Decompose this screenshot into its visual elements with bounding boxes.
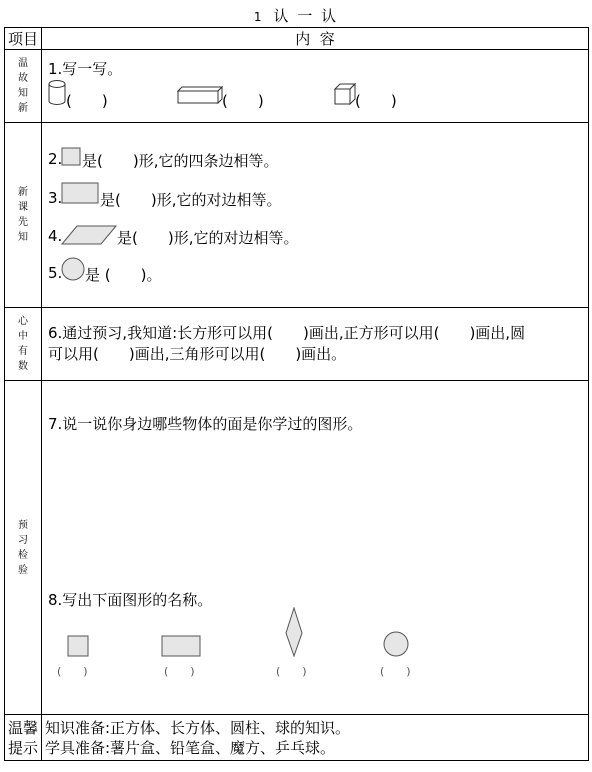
- question-5-number: 5.: [48, 264, 63, 282]
- tips-line-1: 知识准备:正方体、长方体、圆柱、球的知识。: [45, 718, 351, 737]
- title-text: 认 一 认: [273, 7, 339, 25]
- label-mind: 心中有数: [5, 308, 42, 381]
- header-content: 内 容: [42, 28, 589, 50]
- question-3-number: 3.: [48, 189, 63, 207]
- tips-line-2: 学具准备:薯片盒、铅笔盒、魔方、乒乓球。: [45, 738, 336, 757]
- section-mind: [42, 308, 589, 381]
- label-new: 新课先知: [5, 123, 42, 308]
- label-check: 预习检验: [5, 381, 42, 715]
- blank-rhombus[interactable]: ( ): [276, 665, 307, 678]
- question-4-number: 4.: [48, 227, 63, 245]
- section-tips: [42, 715, 589, 761]
- blank-cylinder[interactable]: ( ): [66, 92, 108, 110]
- circle-icon: [61, 257, 85, 281]
- question-7: 7.说一说你身边哪些物体的面是你学过的图形。: [48, 415, 363, 433]
- blank-rectangle[interactable]: ( ): [164, 665, 195, 678]
- blank-circle[interactable]: ( ): [380, 665, 411, 678]
- page-title: [0, 5, 592, 26]
- question-8: 8.写出下面图形的名称。: [48, 591, 213, 609]
- title-number: 1: [253, 10, 264, 24]
- label-tips: 温馨 提示: [5, 715, 42, 761]
- parallelogram-icon: [61, 225, 117, 245]
- cuboid-icon: [177, 86, 223, 104]
- question-3-text: 是( )形,它的对边相等。: [100, 191, 282, 209]
- worksheet-table: [4, 27, 589, 761]
- blank-cube[interactable]: ( ): [355, 92, 397, 110]
- label-review: 温故知新: [5, 50, 42, 123]
- rectangle-icon: [61, 182, 99, 204]
- question-1: 1.写一写。: [48, 60, 123, 78]
- rectangle-figure: [161, 635, 201, 657]
- question-4-text: 是( )形,它的对边相等。: [117, 229, 299, 247]
- cube-icon: [334, 83, 356, 105]
- question-5-text: 是 ( )。: [85, 266, 162, 284]
- blank-cuboid[interactable]: ( ): [222, 92, 264, 110]
- cylinder-icon: [47, 79, 67, 107]
- blank-square[interactable]: ( ): [57, 665, 88, 678]
- square-icon: [61, 147, 81, 166]
- header-item: 项目: [5, 28, 42, 50]
- circle-figure: [383, 631, 409, 657]
- question-6-line-1: 6.通过预习,我知道:长方形可以用( )画出,正方形可以用( )画出,圆: [48, 324, 526, 342]
- question-2-text: 是( )形,它的四条边相等。: [82, 152, 279, 170]
- question-2-number: 2.: [48, 150, 63, 168]
- square-figure: [67, 635, 89, 657]
- section-check: [42, 381, 589, 715]
- section-new: [42, 123, 589, 308]
- section-review: [42, 50, 589, 123]
- rhombus-figure: [284, 607, 304, 657]
- question-6-line-2: 可以用( )画出,三角形可以用( )画出。: [48, 345, 347, 363]
